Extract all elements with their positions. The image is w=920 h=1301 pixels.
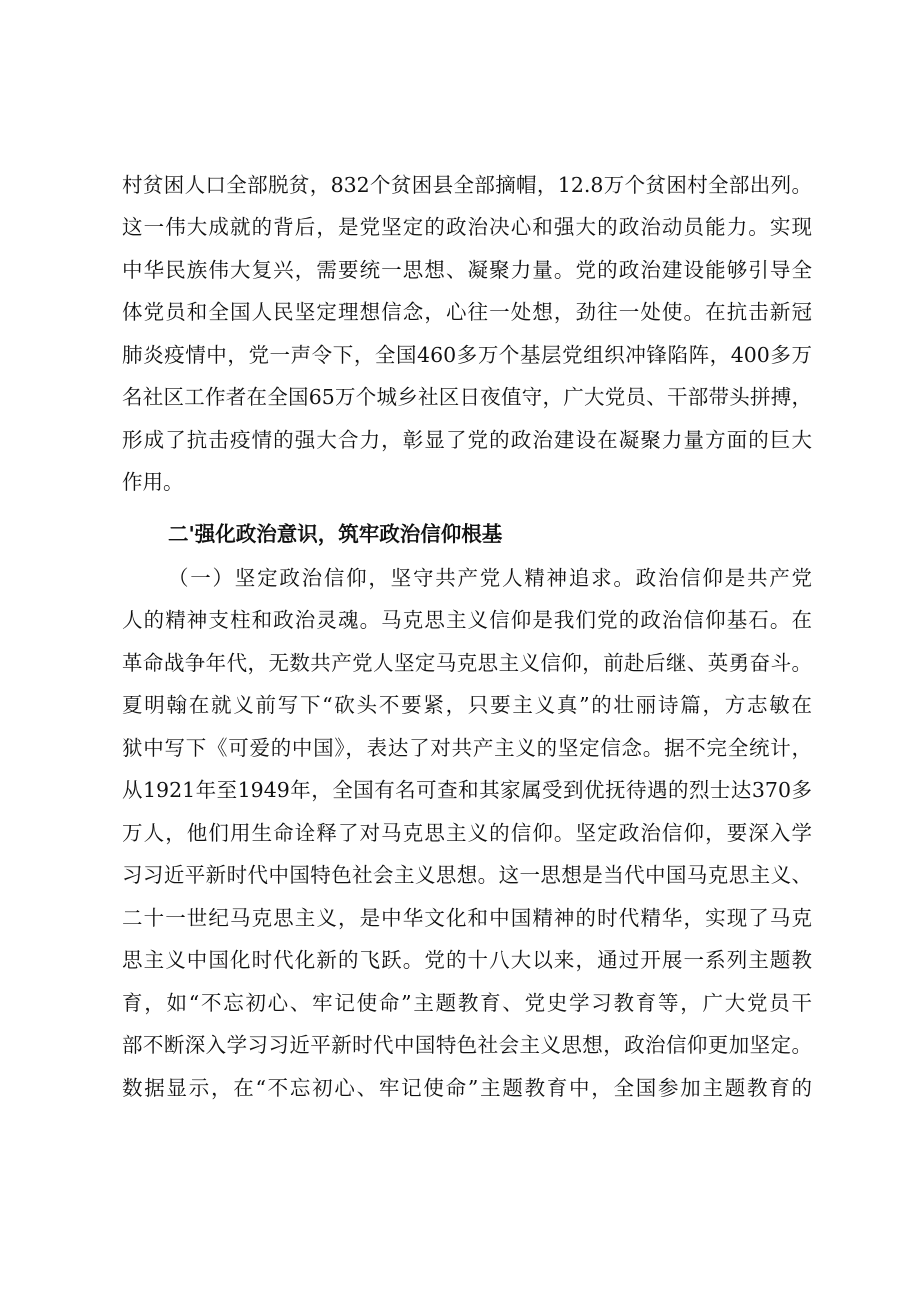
paragraph-line: 名社区工作者在全国65万个城乡社区日夜值守，广大党员、干部带头拼搏， xyxy=(122,385,812,409)
paragraph-line: 人的精神支柱和政治灵魂。马克思主义信仰是我们党的政治信仰基石。在 xyxy=(122,608,812,632)
paragraph-line: 革命战争年代，无数共产党人坚定马克思主义信仰，前赴后继、英勇奋斗。 xyxy=(122,651,812,675)
paragraph-line: 万人，他们用生命诠释了对马克思主义的信仰。坚定政治信仰，要深入学 xyxy=(122,821,812,845)
paragraph-line: 这一伟大成就的背后，是党坚定的政治决心和强大的政治动员能力。实现 xyxy=(122,215,812,239)
paragraph-line: 形成了抗击疫情的强大合力，彰显了党的政治建设在凝聚力量方面的巨大 xyxy=(122,428,812,452)
paragraph-line: 数据显示，在“不忘初心、牢记使命”主题教育中，全国参加主题教育的 xyxy=(122,1076,812,1100)
paragraph-line: 育，如“不忘初心、牢记使命”主题教育、党史学习教育等，广大党员干 xyxy=(122,991,812,1015)
paragraph-line: 狱中写下《可爱的中国》，表达了对共产主义的坚定信念。据不完全统计， xyxy=(122,736,812,760)
paragraph-line: 思主义中国化时代化新的飞跃。党的十八大以来，通过开展一系列主题教 xyxy=(122,948,812,972)
paragraph-line: 作用。 xyxy=(122,470,184,494)
paragraph-line: 从1921年至1949年，全国有名可查和其家属受到优抚待遇的烈士达370多 xyxy=(122,778,812,802)
paragraph-line: 二十一世纪马克思主义，是中华文化和中国精神的时代精华，实现了马克 xyxy=(122,906,812,930)
paragraph-line: 村贫困人口全部脱贫，832个贫困县全部摘帽，12.8万个贫困村全部出列。 xyxy=(122,173,812,197)
paragraph-line: 肺炎疫情中，党一声令下，全国460多万个基层党组织冲锋陷阵，400多万 xyxy=(122,343,812,367)
paragraph-line: 夏明翰在就义前写下“砍头不要紧，只要主义真”的壮丽诗篇，方志敏在 xyxy=(122,693,812,717)
paragraph-line: 习习近平新时代中国特色社会主义思想。这一思想是当代中国马克思主义、 xyxy=(122,863,812,887)
paragraph-line: 中华民族伟大复兴，需要统一思想、凝聚力量。党的政治建设能够引导全 xyxy=(122,258,812,282)
paragraph-line: 体党员和全国人民坚定理想信念，心往一处想，劲往一处使。在抗击新冠 xyxy=(122,300,812,324)
paragraph-line: （一）坚定政治信仰，坚守共产党人精神追求。政治信仰是共产党 xyxy=(168,566,812,590)
section-heading: 二'强化政治意识，筑牢政治信仰根基 xyxy=(168,522,503,546)
paragraph-line: 部不断深入学习习近平新时代中国特色社会主义思想，政治信仰更加坚定。 xyxy=(122,1033,812,1057)
